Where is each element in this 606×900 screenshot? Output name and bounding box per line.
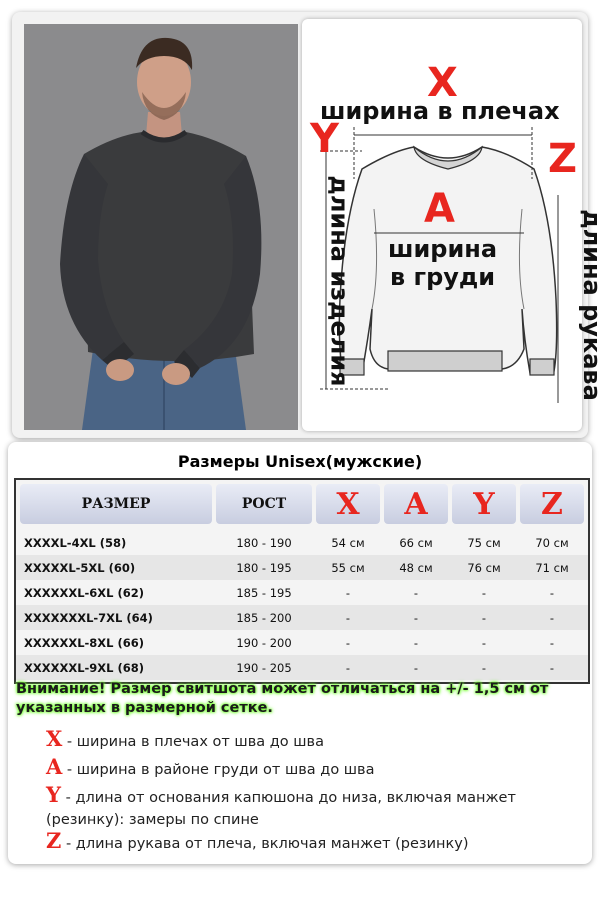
row-height: 190 - 205 — [236, 660, 292, 675]
legend-text: - ширина в районе груди от шва до шва — [62, 762, 375, 778]
y-marker: Y — [310, 116, 339, 162]
legend-text: - длина рукава от плеча, включая манжет (резинку) — [61, 836, 469, 852]
legend-item-a — [46, 756, 375, 781]
model-photo — [24, 24, 298, 430]
legend-letter: X — [46, 726, 63, 751]
header-y: Y — [452, 484, 516, 524]
row-height: 180 - 190 — [236, 535, 292, 550]
row-z: - — [549, 635, 555, 650]
row-size: XXXXXXL-9XL (68) — [24, 660, 145, 675]
row-z: - — [549, 585, 555, 600]
legend-letter: A — [46, 754, 63, 779]
z-label: длина рукава — [577, 209, 606, 401]
z-marker: Z — [548, 136, 578, 182]
row-a: 66 см — [399, 535, 433, 550]
header-height: РОСТ — [216, 484, 312, 524]
row-z: 70 см — [535, 535, 569, 550]
legend-text: - длина от основания капюшона до низа, включая манжет (резинку): замеры по спине — [46, 790, 516, 828]
size-table-title: Размеры Unisex(мужские) — [177, 452, 423, 471]
row-y: - — [481, 660, 487, 675]
size-table — [14, 478, 590, 684]
header-z: Z — [520, 484, 584, 524]
row-x: 54 см — [331, 535, 365, 550]
row-z: - — [549, 610, 555, 625]
table-row — [16, 630, 588, 655]
row-z: 71 см — [535, 560, 569, 575]
row-y: 76 см — [467, 560, 501, 575]
row-y: - — [481, 635, 487, 650]
legend-letter: Z — [46, 828, 62, 853]
row-size: XXXXXXXL-7XL (64) — [24, 610, 153, 625]
size-warning-note: Внимание! Размер свитшота может отличаться на +/- 1,5 см от указанных в размерной сетке. — [16, 681, 549, 716]
row-size: XXXXXXL-6XL (62) — [24, 585, 145, 600]
legend-text: - ширина в плечах от шва до шва — [62, 734, 324, 750]
a-label-line2: в груди — [390, 263, 496, 291]
table-row — [16, 580, 588, 605]
legend-item-y — [46, 784, 546, 831]
header-a: A — [384, 484, 448, 524]
row-size: XXXXL-4XL (58) — [24, 535, 127, 550]
row-height: 185 - 195 — [236, 585, 292, 600]
row-size: XXXXXXL-8XL (66) — [24, 635, 145, 650]
row-x: 55 см — [331, 560, 365, 575]
a-label-line1: ширина — [388, 235, 498, 263]
measurement-diagram — [302, 19, 606, 431]
row-height: 180 - 195 — [236, 560, 292, 575]
x-label: ширина в плечах — [320, 97, 560, 125]
y-label: длина изделия — [325, 175, 354, 387]
size-chart-panel — [8, 442, 592, 864]
row-y: 75 см — [467, 535, 501, 550]
row-x: - — [345, 660, 351, 675]
a-marker: A — [424, 186, 455, 232]
legend-item-z — [46, 830, 469, 855]
row-height: 185 - 200 — [236, 610, 292, 625]
row-z: - — [549, 660, 555, 675]
table-row — [16, 655, 588, 680]
header-x: X — [316, 484, 380, 524]
row-x: - — [345, 610, 351, 625]
row-y: - — [481, 610, 487, 625]
row-y: - — [481, 585, 487, 600]
row-size: XXXXXL-5XL (60) — [24, 560, 136, 575]
legend-item-x — [46, 728, 324, 753]
row-a: - — [413, 635, 419, 650]
row-a: - — [413, 660, 419, 675]
row-x: - — [345, 635, 351, 650]
table-row — [16, 605, 588, 630]
row-a: - — [413, 585, 419, 600]
product-images-panel — [12, 12, 606, 438]
row-a: - — [413, 610, 419, 625]
header-size: РАЗМЕР — [20, 484, 212, 524]
row-x: - — [345, 585, 351, 600]
row-height: 190 - 200 — [236, 635, 292, 650]
table-row — [16, 555, 588, 580]
x-marker: X — [427, 60, 458, 106]
row-a: 48 см — [399, 560, 433, 575]
table-row — [16, 530, 588, 555]
legend-letter: Y — [46, 782, 61, 807]
